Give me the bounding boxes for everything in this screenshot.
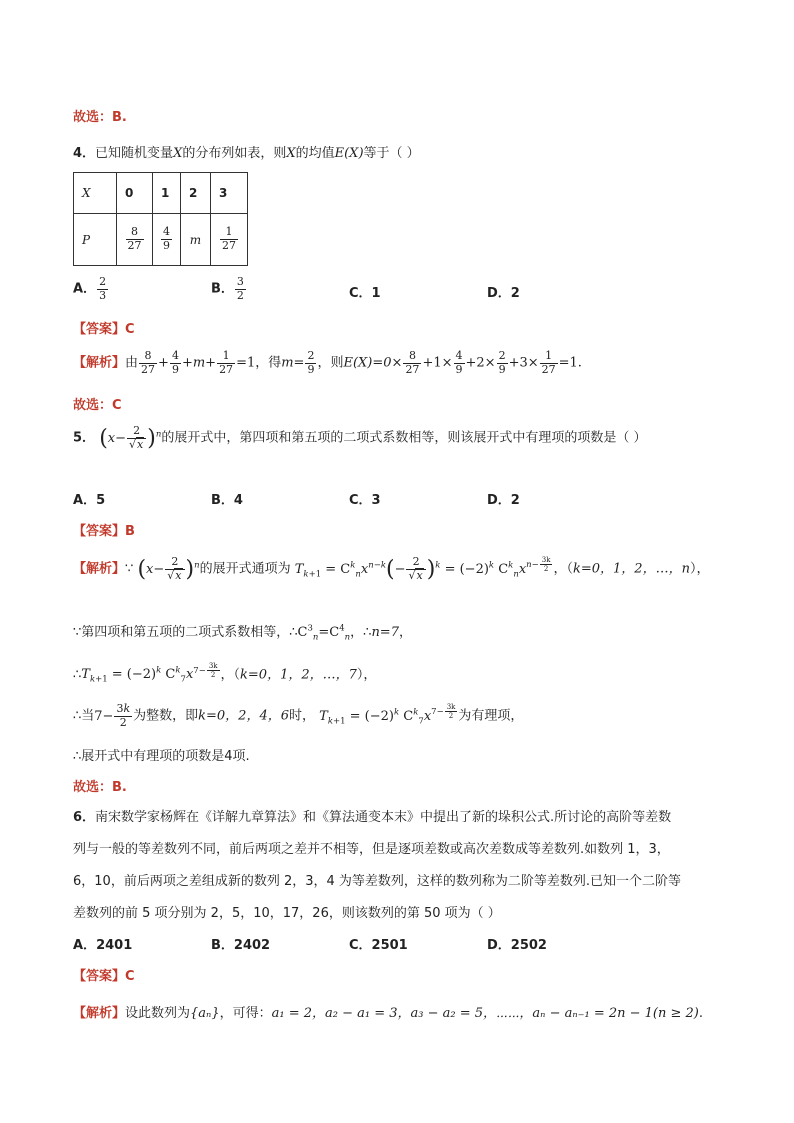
q6-option-b: B．2402 <box>211 938 271 953</box>
q5-analysis-line2: ∵第四项和第五项的二项式系数相等，$\therefore C^3_n=C^4_n$，∴n=7， <box>73 623 412 643</box>
q5-analysis-line1: 【解析】∵ (x− $\frac{2}{√x}$ )$^n$的展开式通项为 $T_{k+1} = C^k_nx^{n-k}(-$ $\frac{2}{√x}$ )$^k = (-2)^k$ $C^k_nx^{n- \frac{3k}{2}}$ ，（k=0，1，2，…，n）， <box>73 555 710 582</box>
table-row <box>74 214 248 266</box>
q4-option-d: D．2 <box>487 286 520 301</box>
q5-number: 5． <box>73 430 96 446</box>
table-cell: 1 <box>161 186 170 200</box>
fraction: $\frac{4}{9}$ <box>163 225 170 252</box>
table-head-label: X <box>82 186 91 200</box>
q5-option-c: C．3 <box>349 493 381 508</box>
q6-option-c: C．2501 <box>349 938 408 953</box>
q4-option-a: A． $\frac{2}{3}$ <box>73 275 107 302</box>
q5-analysis-line5: ∴展开式中有理项的项数是4项. <box>73 749 250 764</box>
q5-analysis-line3: $\therefore T_{k+1} = (-2)^k$ $C^k_7x^{7- \frac{3k}{2}}$ ，（k=0，1，2，…，7）， <box>73 662 377 685</box>
q6-option-a: A．2401 <box>73 938 133 953</box>
q4-answer: 【答案】C <box>73 322 135 337</box>
q6-stem-line3: 6，10，前后两项之差组成新的数列 2，3，4 为等差数列，这样的数列称为二阶等差数列.已知一个二阶等 <box>73 874 682 889</box>
binomial-expression: (x− $\frac{2}{√x}$ )$^n$ <box>99 424 162 451</box>
q5-option-d: D．2 <box>487 493 520 508</box>
q4-option-c: C．1 <box>349 286 381 301</box>
table-cell: 2 <box>189 186 198 200</box>
q6-number: 6． <box>73 810 96 825</box>
analysis-tag: 【解析】 <box>73 355 126 371</box>
table-cell: m <box>189 232 202 247</box>
q6-option-d: D．2502 <box>487 938 547 953</box>
table-cell: 0 <box>125 186 134 200</box>
table-cell: 3 <box>219 186 228 200</box>
fraction: $\frac{8}{27}$ <box>127 225 142 252</box>
q6-stem-line2: 列与一般的等差数列不同，前后两项之差并不相等，但是逐项差数或高次差数成等差数列.如数列 1，3， <box>73 842 670 857</box>
q5-choose: 故选：B. <box>73 780 127 795</box>
q5-analysis-line4: ∴当7− $\frac{3k}{2}$ 为整数，即k=0，2，4，6时， $T_{k+1} = (-2)^k$ $C^k_7x^{7- \frac{3k}{2}}$ 为有理项， <box>73 702 524 729</box>
q6-analysis: 【解析】设此数列为{aₙ}，可得：a₁ = 2，a₂ − a₁ = 3，a₃ − a₂ = 5，⋯⋯，aₙ − aₙ₋₁ = 2n − 1(n ≥ 2). <box>73 1006 704 1021</box>
analysis-tag: 【解析】 <box>73 561 126 577</box>
q5-option-b: B．4 <box>211 493 243 508</box>
q3-choose: 故选：B. <box>73 110 127 125</box>
q4-stem: 4．已知随机变量X的分布列如表，则X的均值E(X)等于（ ） <box>73 146 420 161</box>
q6-stem-line1: 6．南宋数学家杨辉在《详解九章算法》和《算法通变本末》中提出了新的垛积公式.所讨论的高阶等差数 <box>73 810 672 825</box>
q4-number: 4． <box>73 146 96 161</box>
q4-option-b: B． $\frac{3}{2}$ <box>211 275 244 302</box>
table-row-label: P <box>82 232 91 247</box>
q5-stem: 5． (x− $\frac{2}{√x}$ )$^n$的展开式中，第四项和第五项的二项式系数相等，则该展开式中有理项的项数是（ ） <box>73 424 647 451</box>
q6-stem-line4: 差数列的前 5 项分别为 2，5，10，17，26，则该数列的第 50 项为（ ） <box>73 906 501 921</box>
q6-answer: 【答案】C <box>73 969 135 984</box>
fraction: $\frac{1}{27}$ <box>222 225 236 252</box>
general-term: $T_{k+1} = C^k_nx^{n-k}(-$ $\frac{2}{√x}$ )$^k = (-2)^k$ $C^k_nx^{n- \frac{3k}{2}}$ <box>294 555 551 582</box>
q4-analysis: 【解析】由 $\frac{8}{27}$ + $\frac{4}{9}$ +m+ $\frac{1}{27}$ =1，得m= $\frac{2}{9}$ ，则E(X)=0× $\frac{8}{27}$ +1× $\frac{4}{9}$ +2× $\frac{2}{9}$ +3× $\frac{1}{27}$ =1. <box>73 349 582 376</box>
analysis-tag: 【解析】 <box>73 1006 126 1021</box>
distribution-table <box>73 172 248 266</box>
fraction: $\frac{3}{2}$ <box>236 275 244 302</box>
q5-option-a: A．5 <box>73 493 106 508</box>
q5-answer: 【答案】B <box>73 524 135 539</box>
table-row <box>74 173 248 214</box>
fraction: $\frac{2}{3}$ <box>99 275 107 302</box>
q4-choose: 故选：C <box>73 398 122 413</box>
